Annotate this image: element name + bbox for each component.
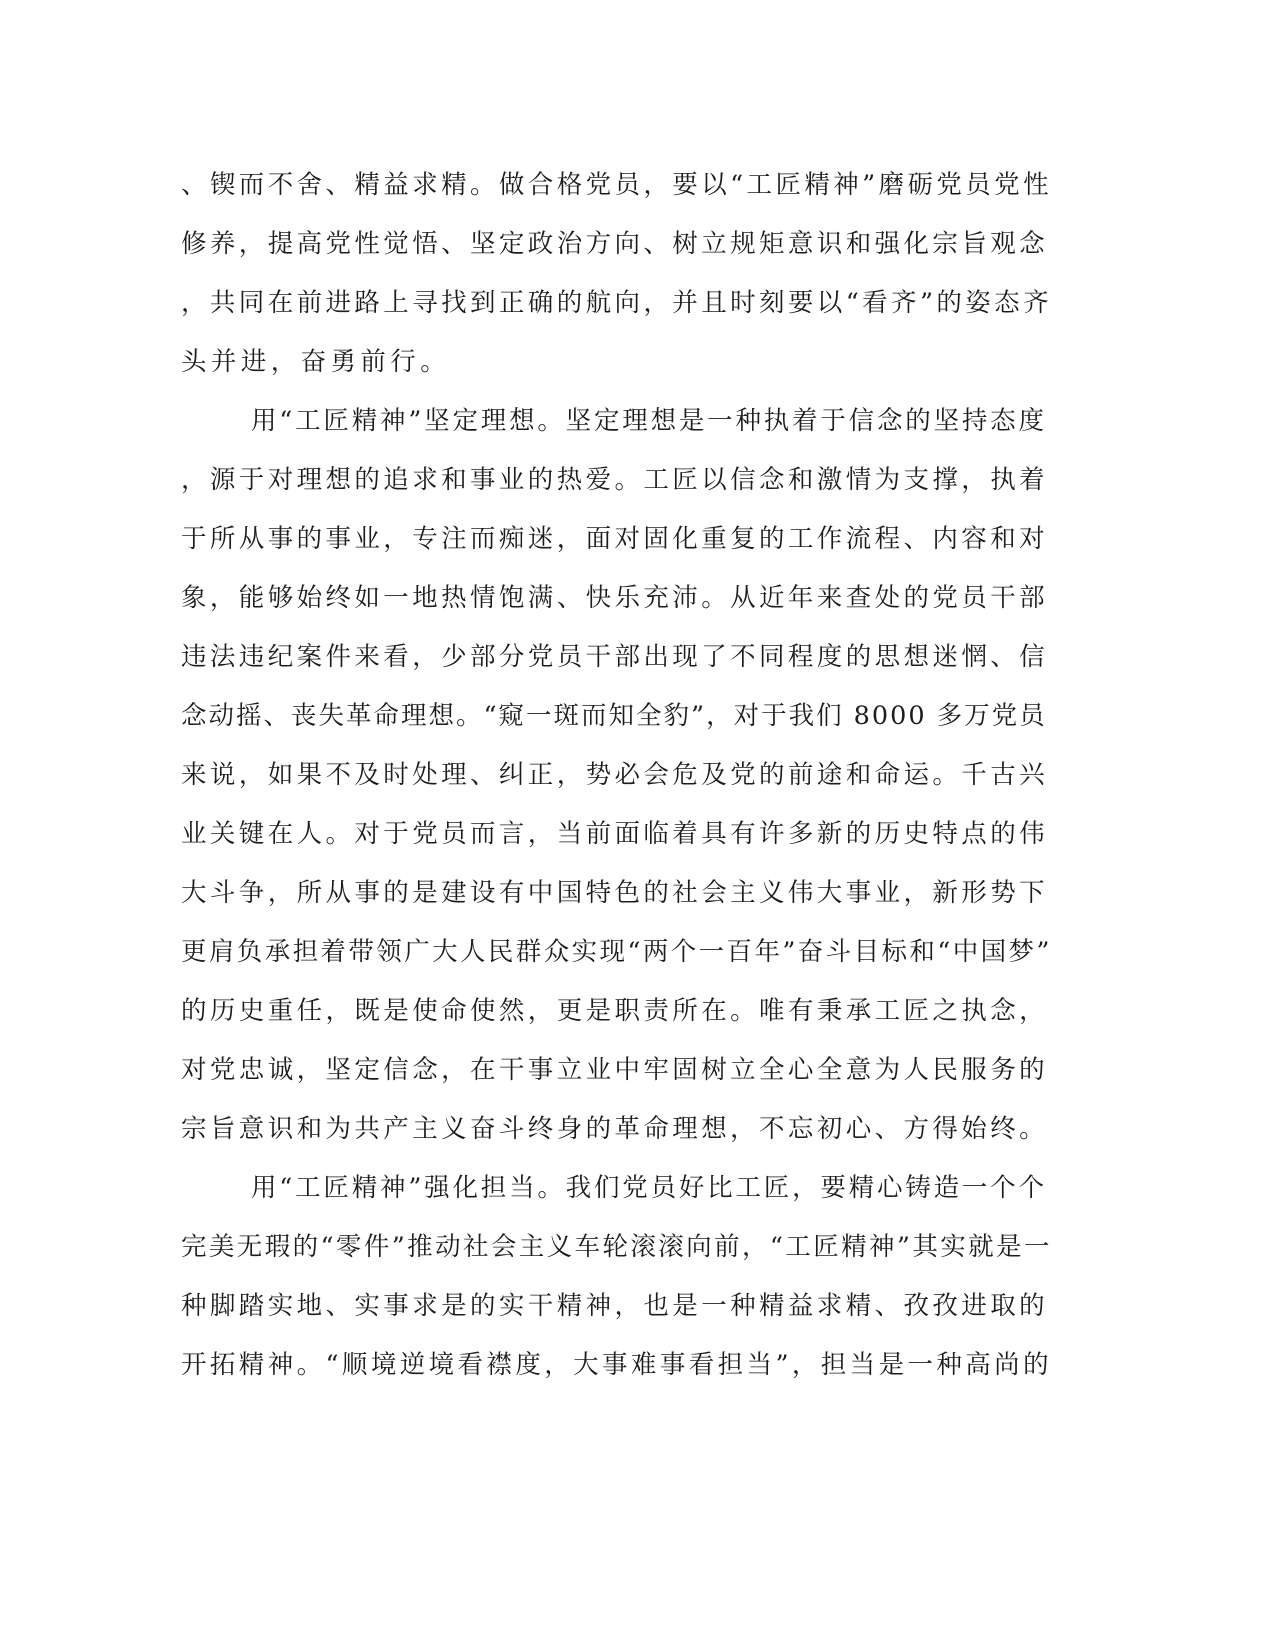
text-line: 大斗争，所从事的是建设有中国特色的社会主义伟大事业，新形势下 xyxy=(181,878,1049,908)
text-line: 头并进，奋勇前行。 xyxy=(181,347,451,377)
text-line: 的历史重任，既是使命使然，更是职责所在。唯有秉承工匠之执念， xyxy=(181,996,1049,1026)
text-line: 象，能够始终如一地热情饱满、快乐充沛。从近年来查处的党员干部 xyxy=(181,583,1049,613)
text-line: 对党忠诚，坚定信念，在干事立业中牢固树立全心全意为人民服务的 xyxy=(181,1055,1049,1085)
text-line: 宗旨意识和为共产主义奋斗终身的革命理想，不忘初心、方得始终。 xyxy=(181,1114,1049,1144)
text-line: 于所从事的事业，专注而痴迷，面对固化重复的工作流程、内容和对 xyxy=(181,524,1049,554)
text-line: 来说，如果不及时处理、纠正，势必会危及党的前途和命运。千古兴 xyxy=(181,760,1049,790)
text-line: 完美无瑕的“零件”推动社会主义车轮滚滚向前，“工匠精神”其实就是一 xyxy=(181,1232,1052,1262)
text-line: 种脚踏实地、实事求是的实干精神，也是一种精益求精、孜孜进取的 xyxy=(181,1291,1049,1321)
text-line: 开拓精神。“顺境逆境看襟度，大事难事看担当”，担当是一种高尚的 xyxy=(181,1350,1052,1380)
body-text xyxy=(181,156,1051,1395)
text-line: 修养，提高党性觉悟、坚定政治方向、树立规矩意识和强化宗旨观念 xyxy=(181,229,1049,259)
paragraph-start-line: 用“工匠精神”坚定理想。坚定理想是一种执着于信念的坚持态度 xyxy=(251,406,1047,436)
paragraph-start-line: 用“工匠精神”强化担当。我们党员好比工匠，要精心铸造一个个 xyxy=(251,1173,1047,1203)
text-line: 违法违纪案件来看，少部分党员干部出现了不同程度的思想迷惘、信 xyxy=(181,642,1049,672)
text-line: ，共同在前进路上寻找到正确的航向，并且时刻要以“看齐”的姿态齐 xyxy=(181,288,1052,318)
text-line: 念动摇、丧失革命理想。“窥一斑而知全豹”，对于我们 8000 多万党员 xyxy=(181,701,1047,731)
text-line: 业关键在人。对于党员而言，当前面临着具有许多新的历史特点的伟 xyxy=(181,819,1049,849)
text-line: 、锲而不舍、精益求精。做合格党员，要以“工匠精神”磨砺党员党性 xyxy=(181,170,1052,200)
text-line: ，源于对理想的追求和事业的热爱。工匠以信念和激情为支撑，执着 xyxy=(181,465,1049,495)
text-line: 更肩负承担着带领广大人民群众实现“两个一百年”奋斗目标和“中国梦” xyxy=(181,937,1052,967)
